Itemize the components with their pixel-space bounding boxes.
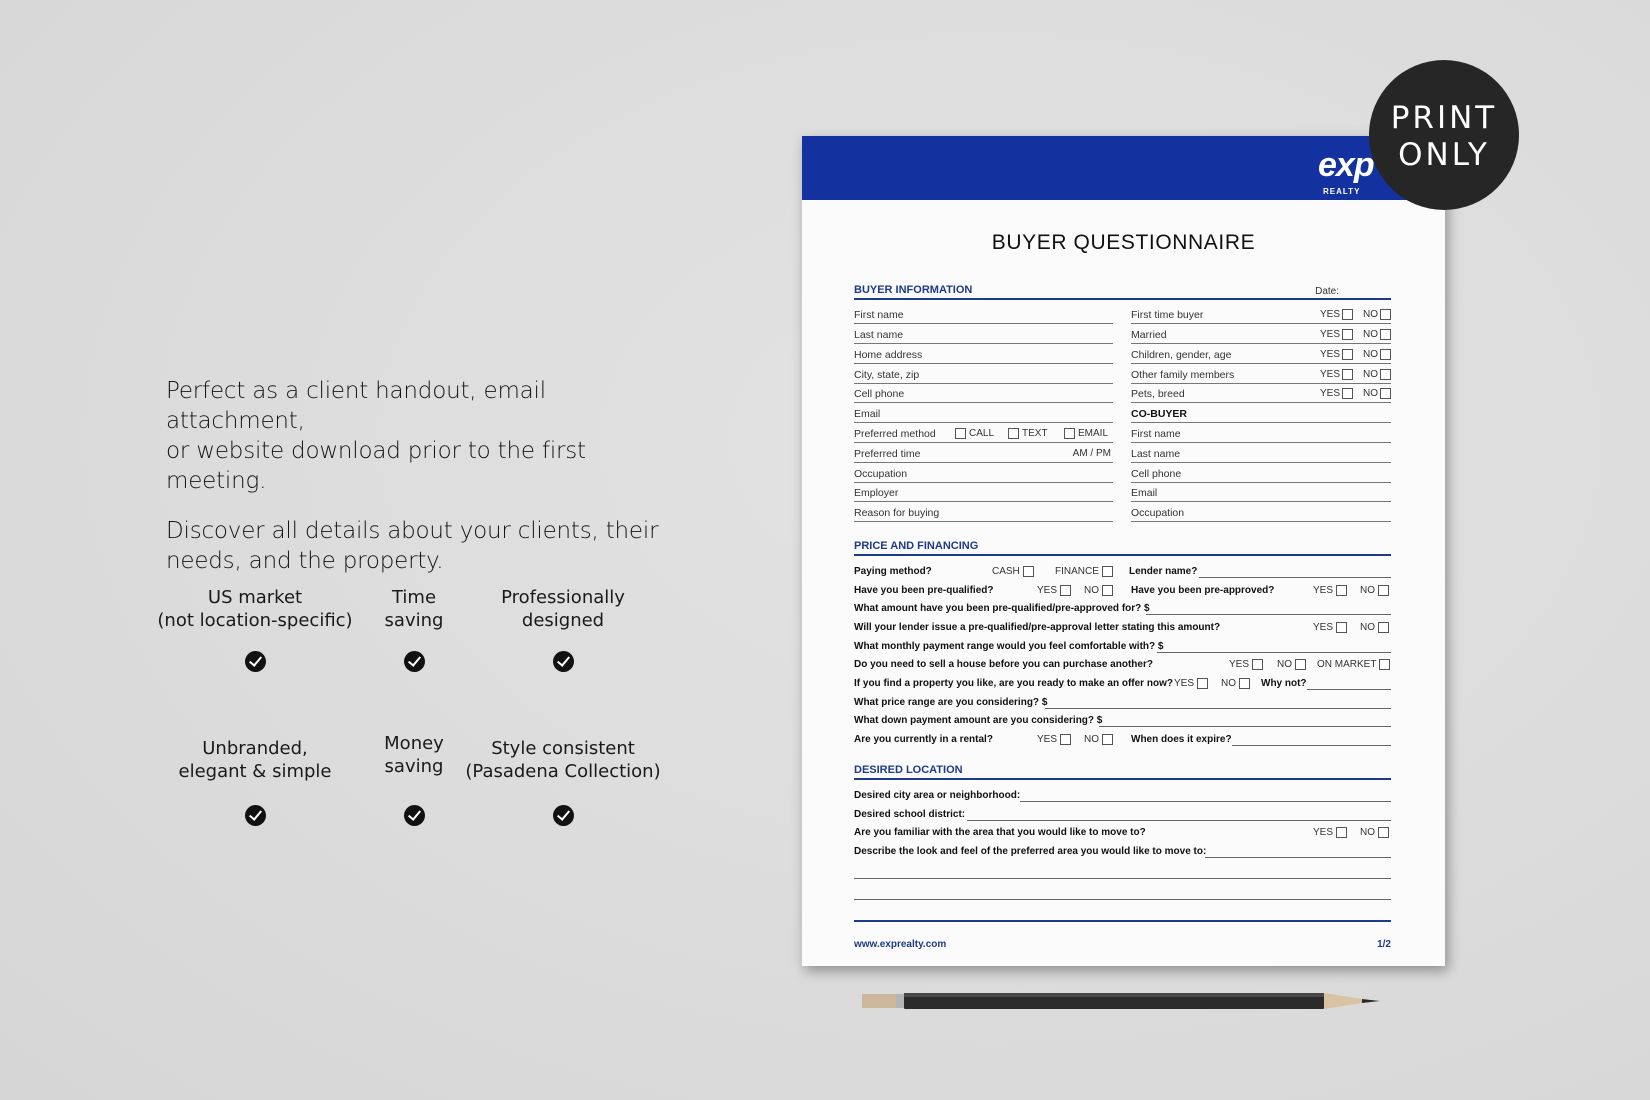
expire-line[interactable] [1232,745,1391,746]
price-range-line[interactable] [1045,708,1391,709]
city-area-label: Desired city area or neighborhood: [854,790,1021,801]
pencil-lead [1362,999,1380,1003]
lender-name-line[interactable] [1199,577,1391,578]
field-other-family: Other family members YES NO [1131,366,1391,384]
field-pets: Pets, breed YES NO [1131,385,1391,403]
field-employer[interactable]: Employer [854,484,1113,502]
field-city-state-zip[interactable]: City, state, zip [854,366,1113,384]
checkbox-no[interactable] [1380,329,1391,340]
checkbox-no[interactable] [1380,369,1391,380]
checkbox-no[interactable] [1378,585,1389,596]
feature-style-consistent: Style consistent (Pasadena Collection) [463,737,663,783]
checkbox-no[interactable] [1378,622,1389,633]
paying-method-label: Paying method? [854,566,932,577]
field-cobuyer-last-name[interactable]: Last name [1131,445,1391,463]
footer-page-number: 1/2 [1377,939,1391,950]
letter-label: Will your lender issue a pre-qualified/pre-approval letter stating this amount? [854,622,1221,633]
monthly-line[interactable] [1157,652,1391,653]
checkbox-email[interactable] [1064,428,1075,439]
monthly-label: What monthly payment range would you feel comfortable with? $ [854,641,1164,652]
amount-label: What amount have you been pre-qualified/pre-approved for? $ [854,603,1150,614]
field-occupation[interactable]: Occupation [854,465,1113,483]
feature-unbranded: Unbranded, elegant & simple [155,737,355,783]
document-title: BUYER QUESTIONNAIRE [991,231,1256,254]
check-icon [553,805,574,826]
amount-line[interactable] [1146,614,1391,615]
check-icon [404,805,425,826]
checkbox-call[interactable] [955,428,966,439]
school-line[interactable] [967,820,1391,821]
pencil-illustration [862,990,1382,1012]
offer-label: If you find a property you like, are you ready to make an offer now? [854,678,1173,689]
checkbox-yes[interactable] [1197,678,1208,689]
footer-url: www.exprealty.com [854,939,947,950]
checkbox-no[interactable] [1378,827,1389,838]
checkbox-yes[interactable] [1342,329,1353,340]
check-icon [245,651,266,672]
pencil-wood-tip [1324,993,1362,1009]
field-married: Married YES NO [1131,326,1391,344]
why-not-line[interactable] [1307,689,1391,690]
describe-line[interactable] [1205,857,1391,858]
field-first-time-buyer: First time buyer YES NO [1131,306,1391,324]
checkbox-on-market[interactable] [1379,659,1390,670]
check-icon [245,805,266,826]
section-desired-location: DESIRED LOCATION [854,764,1391,780]
checkbox-no[interactable] [1102,734,1113,745]
questionnaire-sheet: exp REALTY BUYER QUESTIONNAIRE BUYER INFORMATION Date: First name Last name Home address City, state, zip Cell phone Email Preferred method CALL TEXT EMAIL Preferred time AM / PM Occupation Employer Reason for buying First time buyer YES NO Married YES NO Children, gender, age YES NO Other family members YES NO Pets, breed YES NO CO-BUYER First name Last name Cell phone Email Occupation PRICE AND FINANCING Paying method? CASH FINANCE Lender name? Have you been pre-qualified? YES NO Have you been pre-approved? YES NO What amount have you been pre-qualified/pre-approved for? $ Will your lender issue a pre-qualified/pre-approval letter stating this amount? YES NO What monthly payment range would you feel comfortable with? $ Do you need to sell a house before you can purchase another? YES NO ON MARKET If you find a property you like, are you ready to make an offer now? YES NO Why not? What price range are you considering? $ What down payment amount are you considering? $ Are you currently in a rental? YES NO When does it expire? DESIRED LOCATION Desired city area or neighborhood: Desired school district: Are you familiar with the area that you would like to move to? YES NO Describe the look and feel of the preferred area you would like to move to: www.exprealty.com 1/2 [802,136,1445,966]
lender-name-label: Lender name? [1129,566,1198,577]
sheet-header-bar [802,136,1445,200]
field-reason-for-buying[interactable]: Reason for buying [854,504,1113,522]
checkbox-yes[interactable] [1336,827,1347,838]
preapproved-label: Have you been pre-approved? [1131,585,1275,596]
checkbox-no[interactable] [1102,585,1113,596]
field-cobuyer-cell-phone[interactable]: Cell phone [1131,465,1391,483]
checkbox-yes[interactable] [1342,369,1353,380]
field-preferred-time[interactable]: Preferred time AM / PM [854,445,1113,463]
checkbox-yes[interactable] [1342,388,1353,399]
city-area-line[interactable] [1020,801,1391,802]
pencil-eraser [862,994,896,1008]
feature-money-saving: Money saving [314,732,514,778]
sell-house-label: Do you need to sell a house before you can purchase another? [854,659,1153,670]
checkbox-no[interactable] [1295,659,1306,670]
field-children: Children, gender, age YES NO [1131,346,1391,364]
pencil-ferrule [896,994,904,1008]
field-preferred-method[interactable]: Preferred method CALL TEXT EMAIL [854,425,1113,443]
checkbox-text[interactable] [1008,428,1019,439]
co-buyer-heading: CO-BUYER [1131,405,1391,423]
checkbox-cash[interactable] [1023,566,1034,577]
price-range-label: What price range are you considering? $ [854,697,1048,708]
down-payment-label: What down payment amount are you considering? $ [854,715,1103,726]
field-cobuyer-occupation[interactable]: Occupation [1131,504,1391,522]
school-label: Desired school district: [854,809,966,820]
why-not-label: Why not? [1261,678,1307,689]
familiar-label: Are you familiar with the area that you would like to move to? [854,827,1146,838]
print-only-badge: PRINT ONLY [1369,60,1519,210]
describe-line-2[interactable] [854,878,1391,879]
field-home-address[interactable]: Home address [854,346,1113,364]
check-icon [404,651,425,672]
intro-paragraph-2: Discover all details about your clients, their needs, and the property. [166,518,659,574]
prequalified-label: Have you been pre-qualified? [854,585,994,596]
expire-label: When does it expire? [1131,734,1232,745]
rental-label: Are you currently in a rental? [854,734,993,745]
field-email[interactable]: Email [854,405,1113,423]
checkbox-yes[interactable] [1342,349,1353,360]
field-cell-phone[interactable]: Cell phone [854,385,1113,403]
checkbox-yes[interactable] [1060,734,1071,745]
checkbox-no[interactable] [1380,388,1391,399]
checkbox-yes[interactable] [1060,585,1071,596]
section-buyer-information: BUYER INFORMATION Date: [854,284,1391,300]
field-cobuyer-email[interactable]: Email [1131,484,1391,502]
exp-realty-logo: exp REALTY [1318,146,1374,196]
feature-time-saving: Time saving [314,586,514,632]
field-cobuyer-first-name[interactable]: First name [1131,425,1391,443]
checkbox-yes[interactable] [1336,622,1347,633]
intro-text [166,376,686,576]
checkbox-yes[interactable] [1342,309,1353,320]
down-payment-line[interactable] [1099,726,1391,727]
checkbox-no[interactable] [1239,678,1250,689]
section-price-financing: PRICE AND FINANCING [854,540,1391,556]
checkbox-yes[interactable] [1252,659,1263,670]
checkbox-no[interactable] [1380,309,1391,320]
field-first-name[interactable]: First name [854,306,1113,324]
checkbox-no[interactable] [1380,349,1391,360]
checkbox-finance[interactable] [1102,566,1113,577]
describe-label: Describe the look and feel of the preferred area you would like to move to: [854,846,1207,857]
checkbox-yes[interactable] [1336,585,1347,596]
intro-paragraph-1: Perfect as a client handout, email attachment, or website download prior to the first meeting. [166,378,586,494]
feature-us-market: US market (not location-specific) [155,586,355,632]
check-icon [553,651,574,672]
feature-professionally-designed: Professionally designed [463,586,663,632]
describe-line-3[interactable] [854,899,1391,900]
footer-divider [854,920,1391,922]
field-last-name[interactable]: Last name [854,326,1113,344]
